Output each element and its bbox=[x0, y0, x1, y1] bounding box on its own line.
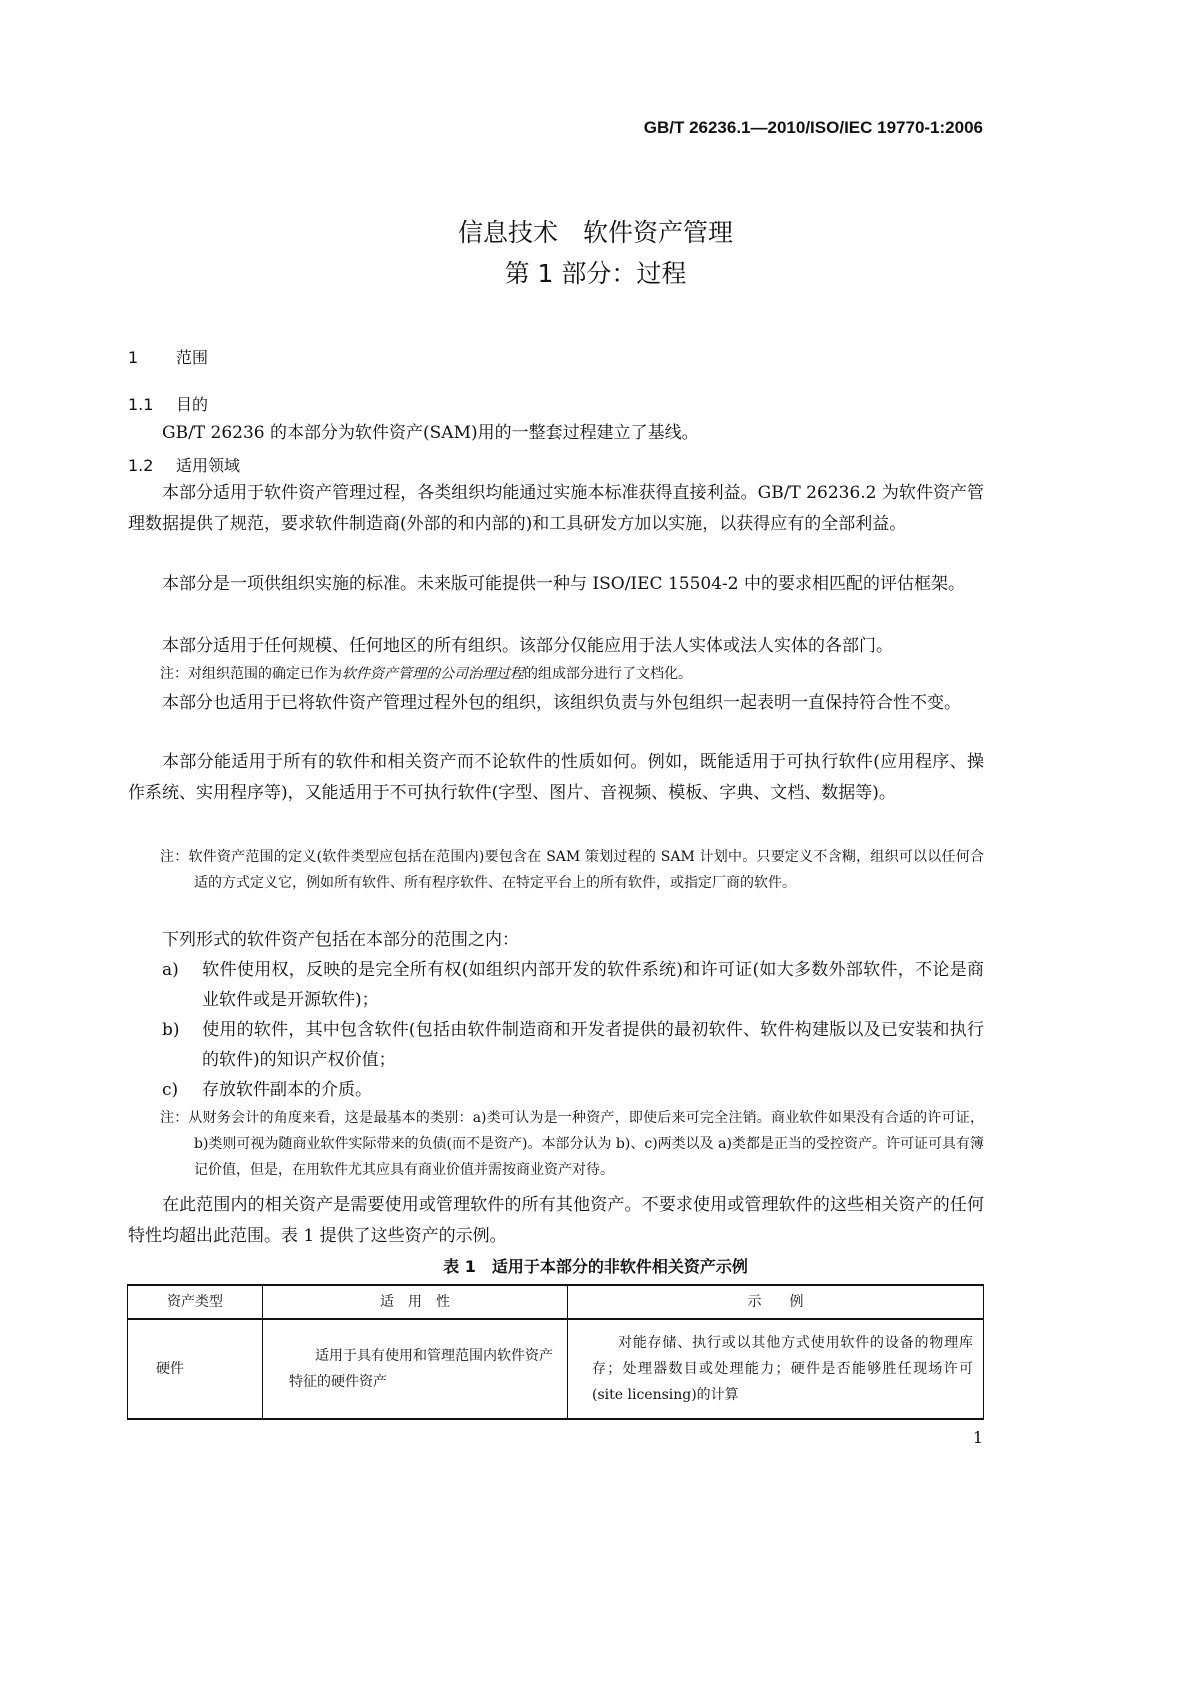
table-cell bbox=[263, 1319, 568, 1419]
note-text: 的组成部分进行了文档化。 bbox=[524, 666, 692, 682]
column-header: 示 例 bbox=[568, 1285, 984, 1319]
list-item-a bbox=[162, 955, 984, 1015]
list-item-c bbox=[162, 1075, 984, 1105]
section-number: 1.1 bbox=[128, 395, 154, 414]
table-header-row bbox=[128, 1285, 984, 1319]
column-header: 资产类型 bbox=[128, 1285, 263, 1319]
note: 注：软件资产范围的定义(软件类型应包括在范围内)要包含在 SAM 策划过程的 SAM 计划中。只要定义不含糊，组织可以以任何合适的方式定义它，例如所有软件、所有程序软件、在特定平台上的所有软件，或指定厂商的软件。 bbox=[160, 849, 984, 891]
paragraph: GB/T 26236 的本部分为软件资产(SAM)用的一整套过程建立了基线。 bbox=[162, 423, 699, 443]
standard-number-header: GB/T 26236.1—2010/ISO/IEC 19770-1:2006 bbox=[643, 118, 983, 137]
note-text: 注：对组织范围的确定已作为 bbox=[160, 666, 342, 682]
section-title: 范围 bbox=[176, 348, 209, 367]
title-line-2: 第 1 部分：过程 bbox=[504, 259, 687, 288]
cell-text: 对能存储、执行或以其他方式使用软件的设备的物理库存；处理器数目或处理能力；硬件是否能够胜任现场许可(site licensing)的计算 bbox=[592, 1335, 973, 1403]
list-item-b bbox=[162, 1015, 984, 1075]
section-1-1-heading bbox=[128, 392, 208, 415]
paragraph: 本部分适用于软件资产管理过程，各类组织均能通过实施本标准获得直接利益。GB/T 26236.2 为软件资产管理数据提供了规范，要求软件制造商(外部的和内部的)和工具研发方加以实施，以获得应有的全部利益。 bbox=[128, 483, 984, 534]
list-marker: a) bbox=[162, 960, 179, 980]
paragraph: 本部分也适用于已将软件资产管理过程外包的组织，该组织负责与外包组织一起表明一直保持符合性不变。 bbox=[162, 693, 961, 713]
table-cell: 硬件 bbox=[128, 1319, 263, 1419]
paragraph: 下列形式的软件资产包括在本部分的范围之内： bbox=[162, 930, 519, 950]
title-line-1: 信息技术 软件资产管理 bbox=[457, 218, 733, 247]
column-header: 适 用 性 bbox=[263, 1285, 568, 1319]
list-text: 存放软件副本的介质。 bbox=[202, 1080, 372, 1100]
note-emphasis: 软件资产管理的公司治理过程 bbox=[342, 666, 524, 682]
table-cell bbox=[568, 1319, 984, 1419]
cell-text: 适用于具有使用和管理范围内软件资产特征的硬件资产 bbox=[289, 1348, 553, 1390]
list-marker: b) bbox=[162, 1020, 180, 1040]
note: 注：从财务会计的角度来看，这是最基本的类别：a)类可认为是一种资产，即使后来可完全注销。商业软件如果没有合适的许可证，b)类则可视为随商业软件实际带来的负债(而不是资产)。本部分认为 b)、c)两类以及 a)类都是正当的受控资产。许可证可具有簿记价值，但是，在用软件尤其应具有商业价值并需按商业资产对待。 bbox=[160, 1110, 984, 1178]
section-1-2-heading bbox=[128, 453, 240, 476]
paragraph: 本部分是一项供组织实施的标准。未来版可能提供一种与 ISO/IEC 15504-2 中的要求相匹配的评估框架。 bbox=[162, 574, 966, 594]
list-text: 软件使用权，反映的是完全所有权(如组织内部开发的软件系统)和许可证(如大多数外部软件，不论是商业软件或是开源软件)； bbox=[202, 960, 984, 1010]
list-marker: c) bbox=[162, 1080, 179, 1100]
paragraph: 本部分适用于任何规模、任何地区的所有组织。该部分仅能应用于法人实体或法人实体的各部门。 bbox=[162, 636, 893, 656]
section-number: 1 bbox=[128, 348, 139, 367]
section-number: 1.2 bbox=[128, 456, 154, 475]
section-1-heading bbox=[128, 345, 208, 368]
page-number: 1 bbox=[972, 1428, 983, 1447]
note bbox=[160, 661, 984, 687]
section-title: 适用领域 bbox=[176, 456, 241, 475]
paragraph: 本部分能适用于所有的软件和相关资产而不论软件的性质如何。例如，既能适用于可执行软件(应用程序、操作系统、实用程序等)，又能适用于不可执行软件(字型、图片、音视频、模板、字典、文档、数据等)。 bbox=[128, 752, 984, 803]
list-text: 使用的软件，其中包含软件(包括由软件制造商和开发者提供的最初软件、软件构建版以及已安装和执行的软件)的知识产权价值； bbox=[202, 1020, 984, 1070]
paragraph: 在此范围内的相关资产是需要使用或管理软件的所有其他资产。不要求使用或管理软件的这些相关资产的任何特性均超出此范围。表 1 提供了这些资产的示例。 bbox=[128, 1195, 984, 1246]
section-title: 目的 bbox=[176, 395, 209, 414]
table-row bbox=[128, 1319, 984, 1419]
assets-table bbox=[127, 1284, 984, 1420]
table-caption: 表 1 适用于本部分的非软件相关资产示例 bbox=[443, 1257, 748, 1276]
